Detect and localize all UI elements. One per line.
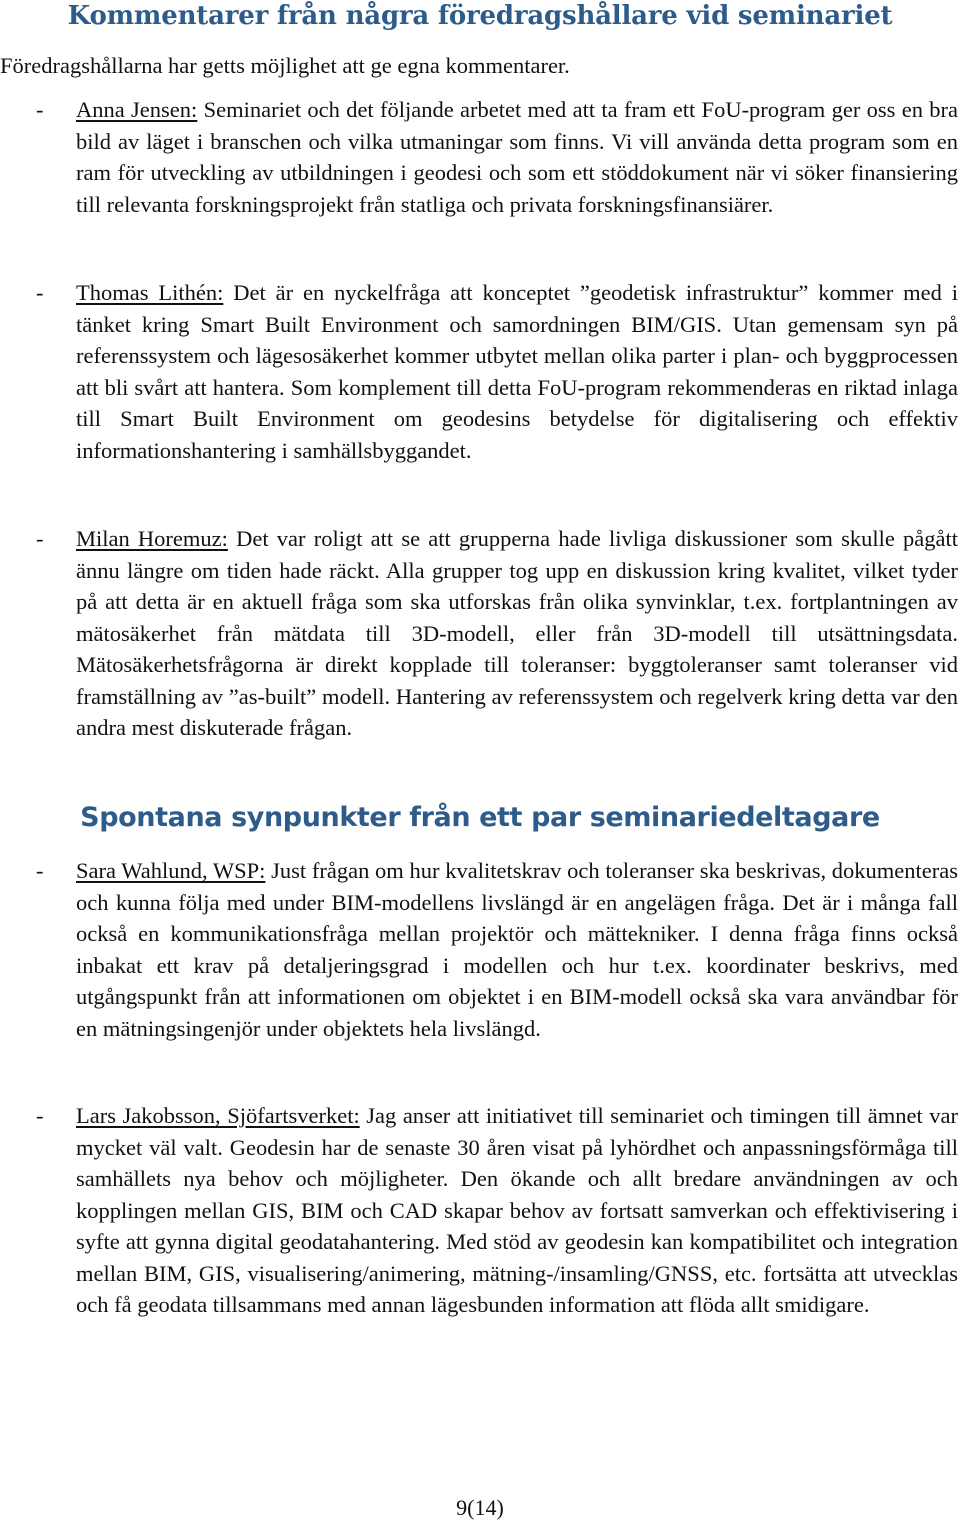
- section-heading-speakers: Kommentarer från några föredragshållare vid seminariet: [67, 1, 893, 31]
- intro-paragraph: Föredragshållarna har getts möjlighet att ge egna kommentarer.: [0, 53, 570, 78]
- comment-text: Det var roligt att se att grupperna hade livliga diskussioner som skulle pågått ännu längre om tiden hade räckt. Alla grupper tog upp en diskussion kring kvalitet, vilket tyder på att detta är en aktuell fråga som ska utforskas från olika synvinklar, t.ex. fortplantningen av mätosäkerhet från mätdata till 3D-modell, eller från 3D-modell till utsättningsdata. Mätosäkerhetsfrågorna är direkt kopplade till toleranser: byggtoleranser samt toleranser vid framställning av ”as-built” modell. Hantering av referenssystem och regelverk kring detta var den andra mest diskuterade frågan.: [76, 526, 958, 740]
- participant-comment-sara-wahlund: [0, 855, 958, 1044]
- speaker-comment-anna-jensen: [0, 94, 958, 220]
- comment-paragraph: [76, 277, 958, 466]
- section-heading-participants: Spontana synpunkter från ett par seminariedeltagare: [80, 802, 880, 833]
- list-dash: -: [36, 526, 44, 551]
- speaker-name: Sara Wahlund, WSP:: [76, 858, 266, 883]
- speaker-name: Lars Jakobsson, Sjöfartsverket:: [76, 1103, 360, 1128]
- list-dash: -: [36, 858, 44, 883]
- comment-text: Seminariet och det följande arbetet med att ta fram ett FoU-program ger oss en bra bild av läget i branschen och vilka utmaningar som finns. Vi vill använda detta program som en ram för utveckling av utbildningen i geodesi och som ett stöddokument när vi söker finansiering till relevanta forskningsprojekt från statliga och privata forskningsfinansiärer.: [76, 97, 958, 217]
- comment-paragraph: [76, 523, 958, 744]
- list-dash: -: [36, 97, 44, 122]
- speaker-name: Thomas Lithén:: [76, 280, 224, 305]
- comment-text: Just frågan om hur kvalitetskrav och toleranser ska beskrivas, dokumenteras och kunna följa med under BIM-modellens livslängd är en angelägen fråga. Det är i många fall också en kommunikationsfråga mellan projektör och mättekniker. I denna fråga finns också inbakat ett krav på detaljeringsgrad i modellen och hur t.ex. koordinater beskrivs, med utgångspunkt från att informationen om objektet i en BIM-modell också ska vara användbar för en mätningsingenjör under objektets hela livslängd.: [76, 858, 958, 1041]
- list-dash: -: [36, 280, 44, 305]
- comment-text: Det är en nyckelfråga att konceptet ”geodetisk infrastruktur” kommer med i tänket kring Smart Built Environment och samordningen BIM/GIS. Utan gemensam syn på referenssystem och lägesosäkerhet kommer utbytet mellan olika parter i plan- och byggprocessen att bli svårt att hantera. Som komplement till detta FoU-program rekommenderas en riktad inlaga till Smart Built Environment om geodesins betydelse för digitalisering och effektiv informationshantering i samhällsbyggandet.: [76, 280, 958, 463]
- speaker-name: Milan Horemuz:: [76, 526, 228, 551]
- page-number: 9(14): [456, 1495, 504, 1520]
- speaker-name: Anna Jensen:: [76, 97, 198, 122]
- list-dash: -: [36, 1103, 44, 1128]
- speaker-comment-thomas-lithen: [0, 277, 958, 466]
- speaker-comment-milan-horemuz: [0, 523, 958, 744]
- comment-paragraph: [76, 1100, 958, 1321]
- comment-paragraph: [76, 94, 958, 220]
- comment-text: Jag anser att initiativet till seminariet och timingen till ämnet var mycket väl valt. Geodesin har de senaste 30 åren visat på lyhördhet och anpassningsförmåga till samhällets nya behov och möjligheter. Den ökande och allt bredare användningen av och kopplingen mellan GIS, BIM och CAD skapar behov av fortsatt samverkan och effektivisering i syfte att gynna digital geodatahantering. Med stöd av geodesin kan kompatibilitet och integration mellan BIM, GIS, visualisering/animering, mätning-/insamling/GNSS, etc. fortsätta att utvecklas och få geodata tillsammans med annan lägesbunden information att flöda allt smidigare.: [76, 1103, 958, 1317]
- participant-comment-lars-jakobsson: [0, 1100, 958, 1321]
- comment-paragraph: [76, 855, 958, 1044]
